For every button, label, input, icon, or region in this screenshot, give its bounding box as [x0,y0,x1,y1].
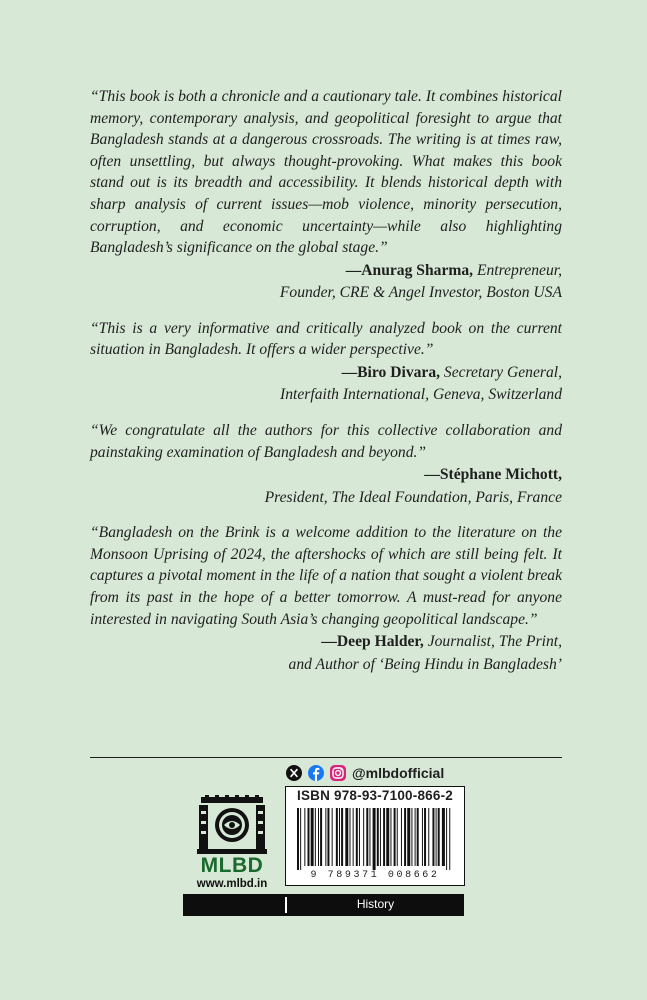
isbn-barcode [285,786,465,886]
publisher-url[interactable]: www.mlbd.in [196,878,268,890]
reviewer-affiliation: Founder, CRE & Angel Investor, Boston USA [279,284,562,302]
review-3 [90,420,562,509]
x-icon[interactable] [286,765,302,781]
facebook-icon[interactable] [308,765,324,781]
review-attribution [90,631,562,676]
social-links [286,763,444,783]
reviewer-name: —Anurag Sharma, [345,261,474,279]
review-attribution [90,362,562,407]
review-quote: “Bangladesh on the Brink is a welcome addition to the literature on the Monsoon Uprising of 2024, the aftershocks of which are still being felt. It captures a pivotal moment in the life of a nation that sought a violent break from its past in the hope of a better tomorrow. A must-read for anyone interested in navigating South Asia’s changing geopolitical landscape.” [90,524,562,628]
publisher-logo-icon [193,795,271,855]
review-1 [90,86,562,305]
isbn-label: ISBN 978-93-7100-866-2 [297,788,453,803]
review-quote: “We congratulate all the authors for this collective collaboration and painstaking examination of Bangladesh and beyond.” [90,421,562,461]
publisher-name: MLBD [200,854,264,877]
reviewer-role: Entrepreneur, [473,261,562,279]
review-quote: “This book is both a chronicle and a cautionary tale. It combines historical memory, contemporary analysis, and geopolitical foresight to argue that Bangladesh stands at a dangerous crossroads. The writing is at times raw, often unsettling, but always thought-provoking. What makes this book stand out is its breadth and accessibility. It blends historical depth with sharp analysis of current issues—mob violence, minority persecution, corruption, and economic uncertainty—while also highlighting Bangladesh’s significance on the global stage.” [90,88,562,257]
review-2 [90,318,562,407]
divider [90,757,562,758]
reviews-section [90,86,562,689]
reviewer-role: Journalist, The Print, [423,633,562,651]
reviewer-affiliation: President, The Ideal Foundation, Paris, France [264,488,562,506]
reviewer-name: —Deep Halder, [321,633,424,651]
reviewer-name: —Biro Divara, [341,363,441,381]
genre-bar [183,894,464,916]
reviewer-name: —Stéphane Michott, [424,466,562,484]
barcode-digits: 9 789371 008662 [310,870,440,881]
reviewer-affiliation: Interfaith International, Geneva, Switzerland [280,386,562,404]
reviewer-role: Secretary General, [440,363,562,381]
review-4 [90,522,562,676]
social-handle[interactable]: @mlbdofficial [352,765,445,781]
genre-label: History [356,897,395,911]
barcode-icon [295,808,455,870]
review-attribution [90,260,562,305]
instagram-icon[interactable] [330,765,346,781]
review-attribution [90,464,562,509]
reviewer-affiliation: and Author of ‘Being Hindu in Bangladesh’ [288,655,562,673]
review-quote: “This is a very informative and critically analyzed book on the current situation in Bangladesh. It offers a wider perspective.” [90,319,562,359]
